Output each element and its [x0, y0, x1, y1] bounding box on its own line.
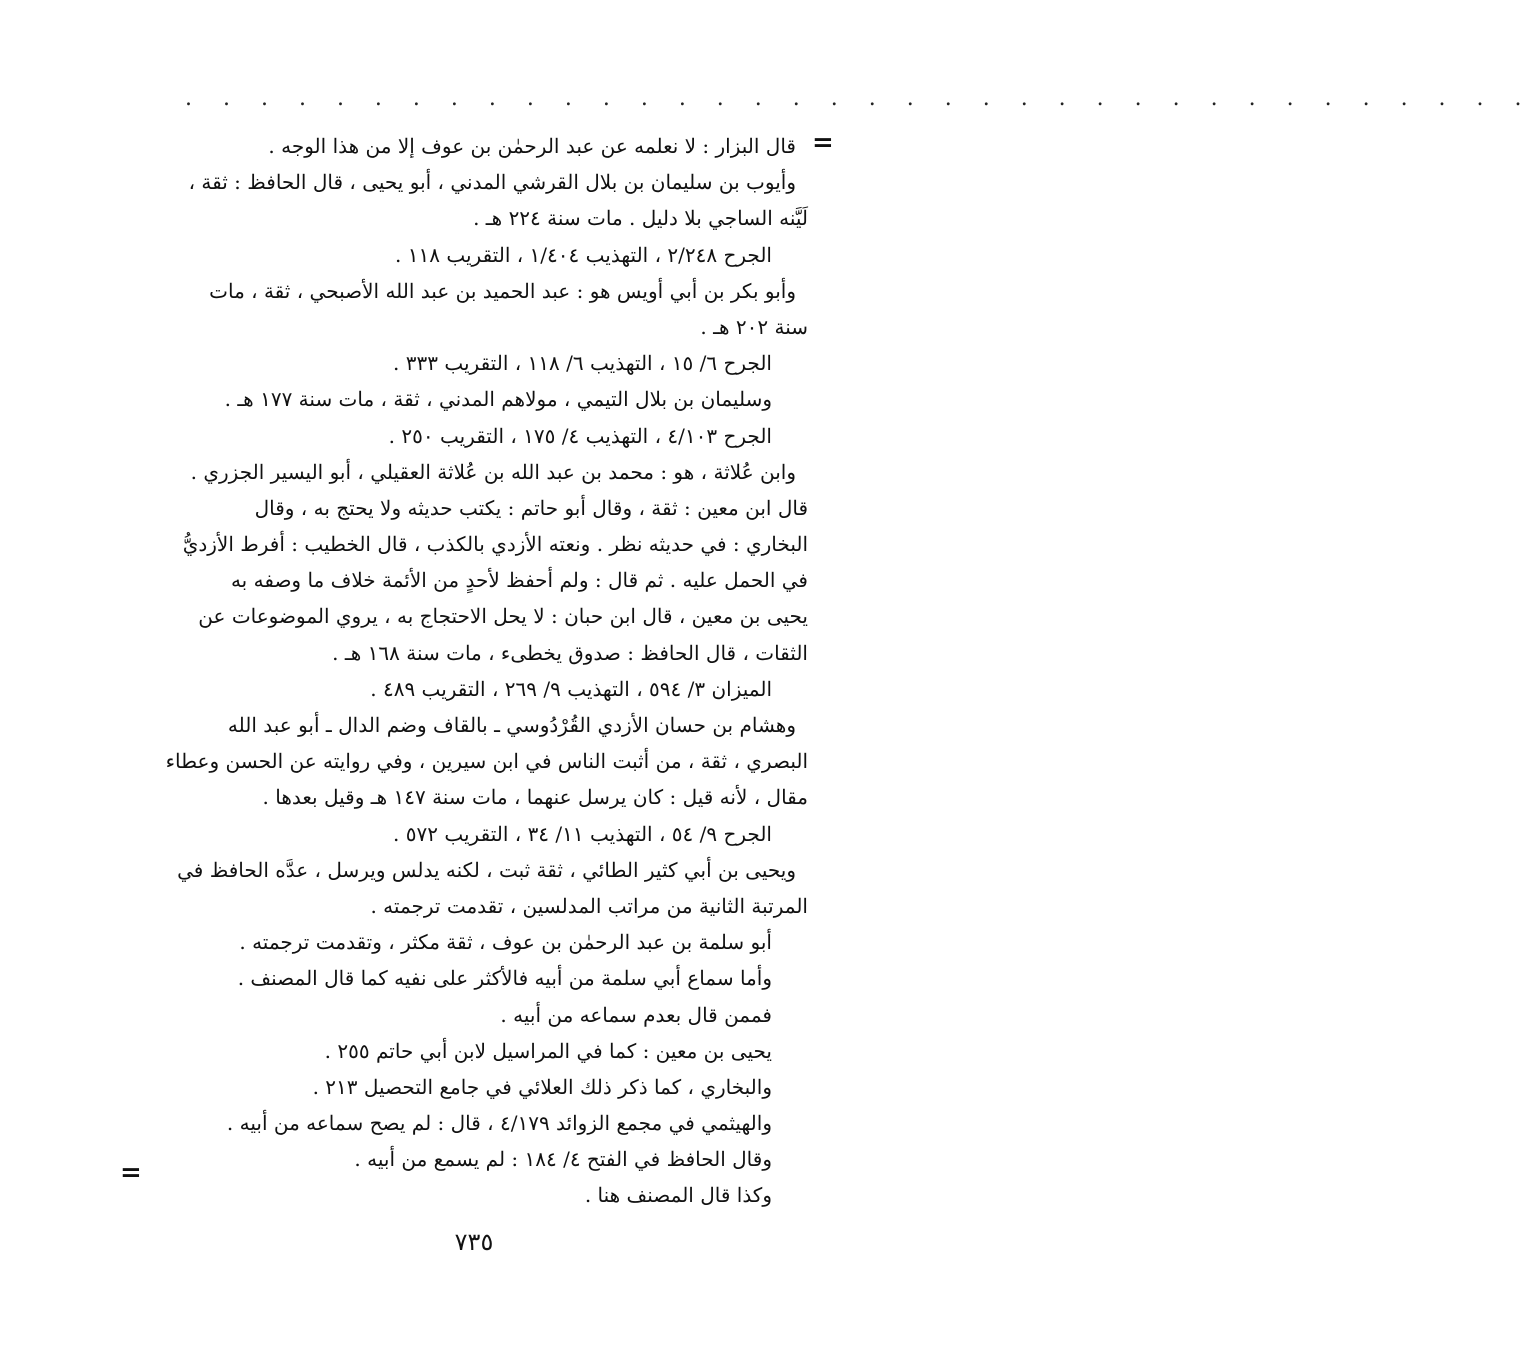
- text-line: مقال ، لأنه قيل : كان يرسل عنهما ، مات سنة ١٤٧ هـ وقيل بعدها .: [262, 785, 808, 810]
- text-line: قال البزار : لا نعلمه عن عبد الرحمٰن بن عوف إلا من هذا الوجه .: [268, 134, 796, 158]
- text-line: يحيى بن معين : كما في المراسيل لابن أبي حاتم ٢٥٥ .: [324, 1038, 772, 1063]
- dotted-separator: . . . . . . . . . . . . . . . . . . . . . . . . . . . . . . . . . . . .: [185, 86, 1534, 111]
- text-line: فممن قال بعدم سماعه من أبيه .: [500, 1002, 772, 1027]
- text-line: لَيَّنه الساجي بلا دليل . مات سنة ٢٢٤ هـ .: [473, 206, 808, 231]
- text-line: وهشام بن حسان الأزدي القُرْدُوسي ـ بالقاف وضم الدال ـ أبو عبد الله: [227, 713, 796, 737]
- text-line: في الحمل عليه . ثم قال : ولم أحفظ لأحدٍ من الأئمة خلاف ما وصفه به: [230, 568, 808, 593]
- text-line: والهيثمي في مجمع الزوائد ٤/١٧٩ ، قال : لم يصح سماعه من أبيه .: [226, 1111, 772, 1136]
- text-line: وأبو بكر بن أبي أويس هو : عبد الحميد بن عبد الله الأصبحي ، ثقة ، مات: [209, 278, 796, 303]
- text-line: وكذا قال المصنف هنا .: [584, 1183, 772, 1208]
- text-line: الجرح ٩/ ٥٤ ، التهذيب ١١/ ٣٤ ، التقريب ٥٧٢ .: [393, 821, 772, 846]
- footnote-text-block: [120, 128, 808, 1214]
- text-line: ويحيى بن أبي كثير الطائي ، ثقة ثبت ، لكنه يدلس ويرسل ، عدَّه الحافظ في: [177, 857, 796, 882]
- text-line: يحيى بن معين ، قال ابن حبان : لا يحل الاحتجاج به ، يروي الموضوعات عن: [198, 604, 808, 629]
- continuation-marker-top: =: [812, 128, 834, 158]
- text-line: وأيوب بن سليمان بن بلال القرشي المدني ، أبو يحيى ، قال الحافظ : ثقة ،: [188, 170, 796, 195]
- text-line: وأما سماع أبي سلمة من أبيه فالأكثر على نفيه كما قال المصنف .: [237, 966, 772, 991]
- text-line: قال ابن معين : ثقة ، وقال أبو حاتم : يكتب حديثه ولا يحتج به ، وقال: [254, 495, 808, 520]
- text-line: الجرح ٦/ ١٥ ، التهذيب ٦/ ١١٨ ، التقريب ٣٣٣ .: [393, 351, 772, 376]
- text-line: الجرح ٤/١٠٣ ، التهذيب ٤/ ١٧٥ ، التقريب ٢٥٠ .: [388, 423, 772, 448]
- text-line: والبخاري ، كما ذكر ذلك العلائي في جامع التحصيل ٢١٣ .: [312, 1074, 772, 1099]
- text-line: أبو سلمة بن عبد الرحمٰن بن عوف ، ثقة مكثر ، وتقدمت ترجمته .: [239, 930, 772, 955]
- text-line: الميزان ٣/ ٥٩٤ ، التهذيب ٩/ ٢٦٩ ، التقريب ٤٨٩ .: [370, 676, 772, 701]
- text-line: سنة ٢٠٢ هـ .: [700, 314, 808, 339]
- text-line: وابن عُلاثة ، هو : محمد بن عبد الله بن عُلاثة العقيلي ، أبو اليسير الجزري .: [190, 459, 796, 484]
- text-line: الثقات ، قال الحافظ : صدوق يخطىء ، مات سنة ١٦٨ هـ .: [332, 640, 808, 665]
- text-line: البخاري : في حديثه نظر . ونعته الأزدي بالكذب ، قال الخطيب : أفرط الأزديُّ: [182, 532, 808, 557]
- page-number: ٧٣٥: [454, 1228, 494, 1256]
- text-line: البصري ، ثقة ، من أثبت الناس في ابن سيرين ، وفي روايته عن الحسن وعطاء: [165, 749, 808, 774]
- text-line: الجرح ٢/٢٤٨ ، التهذيب ١/٤٠٤ ، التقريب ١١٨ .: [395, 242, 772, 267]
- text-line: المرتبة الثانية من مراتب المدلسين ، تقدمت ترجمته .: [370, 893, 808, 918]
- continuation-marker-bottom: =: [120, 1158, 142, 1188]
- text-line: وقال الحافظ في الفتح ٤/ ١٨٤ : لم يسمع من أبيه .: [354, 1147, 772, 1172]
- text-line: وسليمان بن بلال التيمي ، مولاهم المدني ، ثقة ، مات سنة ١٧٧ هـ .: [224, 387, 772, 412]
